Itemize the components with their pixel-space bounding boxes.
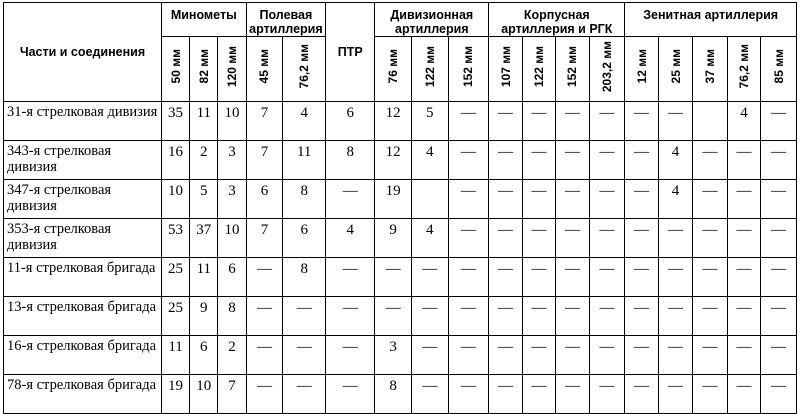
table-cell: — [625,258,658,297]
table-cell: — [489,180,522,219]
table-cell: 5 [190,180,218,219]
table-cell: 3 [375,336,412,375]
table-cell: — [326,180,375,219]
table-cell: — [489,219,522,258]
table-cell: — [658,258,693,297]
table-cell: — [625,375,658,414]
table-cell: — [522,297,555,336]
caliber-header: 50 мм [161,37,189,102]
table-cell: — [489,297,522,336]
table-cell: — [522,336,555,375]
table-cell: — [246,258,283,297]
table-cell: — [522,258,555,297]
table-cell: — [589,336,625,375]
table-cell: — [556,102,589,141]
table-cell: — [448,336,489,375]
table-cell: — [283,297,326,336]
table-cell: — [411,375,448,414]
table-cell: 2 [190,141,218,180]
table-cell: — [625,180,658,219]
table-cell: — [761,258,797,297]
unit-name: 353-я стрелковая дивизия [4,219,162,258]
table-row [4,180,797,219]
divisional-artillery-header: Дивизионная артиллерия [375,3,489,37]
table-cell: — [522,219,555,258]
table-cell: 53 [161,219,189,258]
table-cell: 19 [161,375,189,414]
table-cell: — [448,141,489,180]
caliber-header: 122 мм [522,37,555,102]
units-header: Части и соединения [4,3,162,102]
table-cell: — [727,258,760,297]
table-cell: — [761,219,797,258]
table-cell: — [693,180,728,219]
caliber-header: 203,2 мм [589,37,625,102]
table-cell: — [556,258,589,297]
table-cell: 6 [190,336,218,375]
unit-name: 343-я стрелковая дивизия [4,141,162,180]
table-cell: 4 [283,102,326,141]
table-cell: 10 [218,102,246,141]
table-cell: 7 [218,375,246,414]
table-cell: — [625,141,658,180]
table-cell: — [727,336,760,375]
table-cell: — [556,180,589,219]
unit-name: 13-я стрелковая бригада [4,297,162,336]
table-cell: 11 [283,141,326,180]
table-cell: — [693,141,728,180]
table-cell: — [761,102,797,141]
table-cell: — [658,336,693,375]
table-cell: — [556,375,589,414]
table-cell: — [375,297,412,336]
table-cell: 37 [190,219,218,258]
table-cell: 9 [375,219,412,258]
table-cell: — [246,375,283,414]
table-cell: — [326,336,375,375]
ptr-header: ПТР [326,3,375,102]
table-cell: 11 [161,336,189,375]
unit-name: 11-я стрелковая бригада [4,258,162,297]
table-body [4,102,797,414]
table-cell: — [727,375,760,414]
caliber-header: 82 мм [190,37,218,102]
table-cell: — [589,258,625,297]
caliber-header: 12 мм [625,37,658,102]
table-cell: 8 [283,258,326,297]
table-cell: — [375,258,412,297]
table-cell: — [246,297,283,336]
table-cell: — [761,297,797,336]
table-cell: 7 [246,141,283,180]
table-cell: — [761,141,797,180]
table-cell: — [727,141,760,180]
table-cell: — [693,258,728,297]
mortars-header: Минометы [161,3,246,37]
table-cell: — [589,102,625,141]
table-cell: — [589,141,625,180]
table-cell: — [411,336,448,375]
caliber-header: 45 мм [246,37,283,102]
table-cell: — [489,375,522,414]
table-cell: 12 [375,141,412,180]
table-cell: 35 [161,102,189,141]
table-cell: — [693,219,728,258]
table-cell: — [448,102,489,141]
caliber-header: 120 мм [218,37,246,102]
table-cell: 8 [283,180,326,219]
header-group-row [4,3,797,37]
unit-name: 31-я стрелковая дивизия [4,102,162,141]
table-cell: — [625,336,658,375]
table-row [4,219,797,258]
table-cell: — [411,258,448,297]
table-cell: 6 [326,102,375,141]
table-cell: 9 [190,297,218,336]
table-cell: — [326,375,375,414]
unit-name: 78-я стрелковая бригада [4,375,162,414]
table-cell [411,180,448,219]
caliber-header: 25 мм [658,37,693,102]
table-cell: — [727,219,760,258]
table-cell: 11 [190,102,218,141]
table-cell: 10 [161,180,189,219]
table-cell: — [761,180,797,219]
table-cell: — [411,297,448,336]
table-cell: 8 [375,375,412,414]
caliber-header: 37 мм [693,37,728,102]
table-cell: — [589,180,625,219]
caliber-header: 152 мм [556,37,589,102]
table-cell: 25 [161,297,189,336]
table-cell: 4 [727,102,760,141]
table-cell: — [489,336,522,375]
table-cell: — [283,336,326,375]
table-cell: — [693,375,728,414]
caliber-header: 76,2 мм [283,37,326,102]
table-cell: — [326,297,375,336]
table-cell: 6 [283,219,326,258]
table-cell: — [658,102,693,141]
table-cell: 4 [658,180,693,219]
table-cell: 25 [161,258,189,297]
table-row [4,102,797,141]
table-cell: 19 [375,180,412,219]
table-cell: 4 [658,141,693,180]
table-row [4,141,797,180]
table-cell: — [727,180,760,219]
table-cell: 10 [190,375,218,414]
caliber-header: 107 мм [489,37,522,102]
table-cell: — [283,375,326,414]
aa-artillery-header: Зенитная артиллерия [625,3,797,37]
table-cell: — [693,336,728,375]
table-cell: — [448,297,489,336]
table-cell: — [658,375,693,414]
field-artillery-header: Полевая артиллерия [246,3,326,37]
unit-name: 347-я стрелковая дивизия [4,180,162,219]
table-cell: — [556,297,589,336]
table-cell: — [658,219,693,258]
caliber-header: 85 мм [761,37,797,102]
table-cell: 12 [375,102,412,141]
table-cell: 5 [411,102,448,141]
table-cell: 3 [218,141,246,180]
table-cell: — [658,297,693,336]
table-cell: 2 [218,336,246,375]
corps-artillery-header: Корпусная артиллерия и РГК [489,3,625,37]
table-cell: — [448,258,489,297]
table-row [4,258,797,297]
table-cell: — [522,180,555,219]
table-cell: 8 [218,297,246,336]
table-cell: — [522,375,555,414]
table-cell: 7 [246,219,283,258]
table-cell: — [489,102,522,141]
caliber-header: 76,2 мм [727,37,760,102]
table-cell: 10 [218,219,246,258]
table-cell: 16 [161,141,189,180]
table-cell: — [556,141,589,180]
table-cell: — [589,375,625,414]
table-cell: — [761,375,797,414]
caliber-header: 122 мм [411,37,448,102]
table-cell: 3 [218,180,246,219]
table-cell: — [589,297,625,336]
table-cell: — [489,141,522,180]
table-cell: — [589,219,625,258]
table-cell: 8 [326,141,375,180]
table-cell: — [625,102,658,141]
artillery-table [3,2,797,414]
table-cell: — [693,297,728,336]
unit-name: 16-я стрелковая бригада [4,336,162,375]
table-cell: — [448,375,489,414]
table-cell: — [448,219,489,258]
table-cell: — [625,297,658,336]
table-cell: — [727,297,760,336]
table-row [4,297,797,336]
table-cell: — [522,102,555,141]
table-cell: — [326,258,375,297]
table-cell: — [246,336,283,375]
table-cell: 11 [190,258,218,297]
table-cell: 4 [411,219,448,258]
table-cell: — [522,141,555,180]
table-cell: 6 [246,180,283,219]
table-row [4,336,797,375]
table-cell: 7 [246,102,283,141]
table-cell: 6 [218,258,246,297]
table-row [4,375,797,414]
table-cell: — [489,258,522,297]
table-cell: 4 [326,219,375,258]
table-cell: — [448,180,489,219]
table-cell: — [556,219,589,258]
table-cell: 4 [411,141,448,180]
table-cell: — [625,219,658,258]
table-cell [693,102,728,141]
table-cell: — [556,336,589,375]
caliber-header: 76 мм [375,37,412,102]
table-cell: — [761,336,797,375]
caliber-header: 152 мм [448,37,489,102]
